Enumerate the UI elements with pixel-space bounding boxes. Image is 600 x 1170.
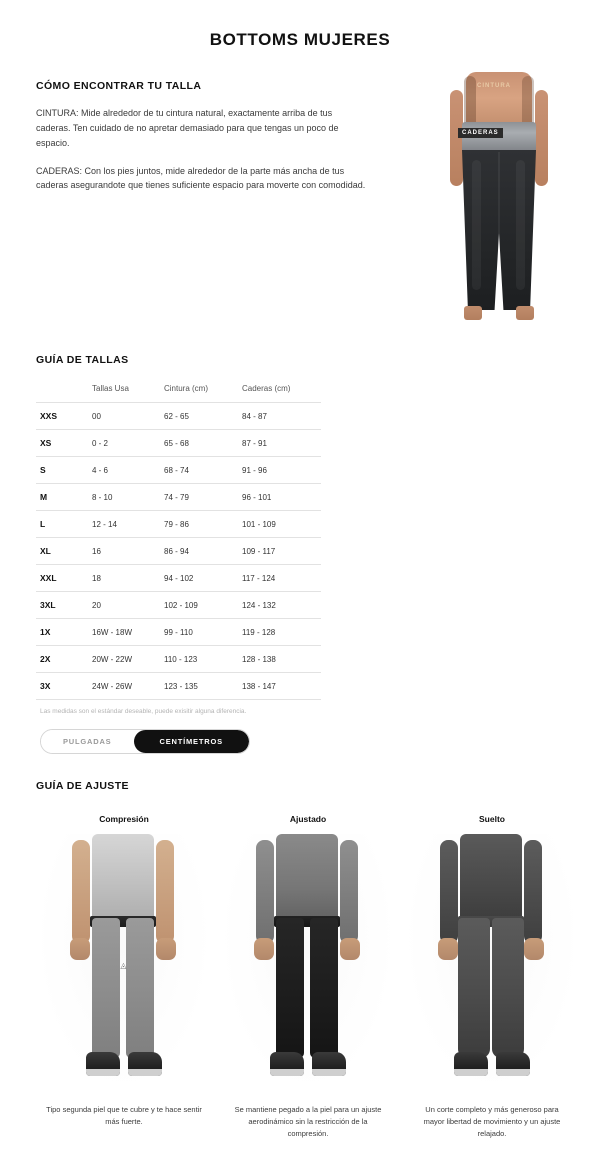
table-row [36, 457, 321, 484]
cell-waist: 86 - 94 [160, 538, 238, 565]
model-leg-left [92, 918, 120, 1058]
model-arm-right [524, 840, 542, 944]
cell-hips: 96 - 101 [238, 484, 321, 511]
how-to-text [0, 68, 400, 206]
hips-label: CADERAS [458, 128, 503, 138]
cell-usa: 20W - 22W [88, 646, 160, 673]
cell-waist: 102 - 109 [160, 592, 238, 619]
cell-hips: 84 - 87 [238, 403, 321, 430]
cell-waist: 74 - 79 [160, 484, 238, 511]
fit-image-compression [36, 834, 212, 1092]
figure-tights-seam [498, 152, 500, 302]
figure-torso-shadow-left [464, 76, 476, 128]
cell-usa: 16W - 18W [88, 619, 160, 646]
cell-size: XS [36, 430, 88, 457]
unit-toggle-inches[interactable]: PULGADAS [41, 730, 134, 753]
table-row [36, 511, 321, 538]
size-guide-heading: GUÍA DE TALLAS [36, 354, 129, 366]
model-arm-right [340, 840, 358, 944]
model-legs [458, 918, 524, 1058]
cell-usa: 00 [88, 403, 160, 430]
cell-hips: 91 - 96 [238, 457, 321, 484]
cell-hips: 101 - 109 [238, 511, 321, 538]
fit-image-fitted [220, 834, 396, 1092]
model-hand-right [156, 938, 176, 960]
how-to-paragraph-hips: CADERAS: Con los pies juntos, mide alrededor de la parte más ancha de tus caderas asegurandote que tienes suficiente espacio para moverte con comodidad. [36, 165, 366, 191]
model-torso [92, 834, 154, 926]
cell-size: XXL [36, 565, 88, 592]
cell-usa: 24W - 26W [88, 673, 160, 700]
cell-size: 2X [36, 646, 88, 673]
page-title: BOTTOMS MUJERES [209, 30, 391, 49]
model-arm-left [256, 840, 274, 944]
cell-size: 3XL [36, 592, 88, 619]
model-shoe-left [270, 1052, 304, 1076]
column-header-hips: Caderas (cm) [238, 380, 321, 403]
figure-torso-shadow-right [522, 76, 534, 128]
cell-hips: 119 - 128 [238, 619, 321, 646]
unit-toggle[interactable] [40, 729, 250, 754]
cell-usa: 18 [88, 565, 160, 592]
brand-logo-icon: ◬ [120, 961, 127, 970]
figure-arm-right [535, 90, 548, 186]
cell-size: S [36, 457, 88, 484]
shoe-sole [128, 1069, 162, 1076]
fit-caption: Un corte completo y más generoso para mayor libertad de movimiento y un ajuste relajado. [423, 1105, 561, 1138]
figure-highlight-right [516, 160, 525, 290]
cell-size: 3X [36, 673, 88, 700]
size-table [36, 380, 321, 700]
cell-hips: 138 - 147 [238, 673, 321, 700]
table-row [36, 484, 321, 511]
column-header-size [36, 380, 88, 403]
model-hand-right [340, 938, 360, 960]
cell-hips: 117 - 124 [238, 565, 321, 592]
cell-hips: 124 - 132 [238, 592, 321, 619]
model-leg-right [492, 918, 524, 1058]
model-torso [460, 834, 522, 926]
shoe-sole [454, 1069, 488, 1076]
cell-size: M [36, 484, 88, 511]
table-row [36, 403, 321, 430]
figure-ankle-right [516, 306, 534, 320]
cell-waist: 68 - 74 [160, 457, 238, 484]
cell-usa: 12 - 14 [88, 511, 160, 538]
cell-waist: 79 - 86 [160, 511, 238, 538]
cell-usa: 0 - 2 [88, 430, 160, 457]
measurement-figure [436, 72, 564, 332]
table-row [36, 565, 321, 592]
fit-guide-item-loose [404, 814, 580, 1140]
shoe-sole [270, 1069, 304, 1076]
fit-title: Suelto [479, 814, 505, 824]
how-to-paragraph-waist: CINTURA: Mide alrededor de tu cintura natural, exactamente arriba de tus caderas. Ten cuidado de no apretar demasiado para que tengas un poco de espacio. [36, 108, 339, 148]
model-hand-left [438, 938, 458, 960]
fit-guide-section [0, 754, 600, 1170]
model-leg-right [310, 918, 338, 1058]
model-legs [90, 918, 156, 1058]
table-row [36, 538, 321, 565]
how-to-section [0, 68, 600, 332]
cell-waist: 123 - 135 [160, 673, 238, 700]
fit-guide-item-fitted [220, 814, 396, 1140]
cell-waist: 62 - 65 [160, 403, 238, 430]
fit-guide-heading: GUÍA DE AJUSTE [36, 780, 129, 792]
cell-waist: 65 - 68 [160, 430, 238, 457]
model-leg-left [276, 918, 304, 1058]
cell-size: L [36, 511, 88, 538]
table-row [36, 646, 321, 673]
model-arm-right [156, 840, 174, 944]
measurement-figure-wrapper [400, 68, 600, 332]
how-to-heading: CÓMO ENCONTRAR TU TALLA [36, 80, 202, 92]
fit-guide-item-compression [36, 814, 212, 1140]
model-leg-right [126, 918, 154, 1058]
cell-usa: 4 - 6 [88, 457, 160, 484]
fit-guide-row [36, 814, 564, 1140]
cell-usa: 20 [88, 592, 160, 619]
model-torso [276, 834, 338, 926]
cell-hips: 87 - 91 [238, 430, 321, 457]
cell-waist: 99 - 110 [160, 619, 238, 646]
cell-size: XL [36, 538, 88, 565]
model-hand-right [524, 938, 544, 960]
cell-hips: 109 - 117 [238, 538, 321, 565]
model-leg-left [458, 918, 490, 1058]
model-hand-left [70, 938, 90, 960]
cell-waist: 94 - 102 [160, 565, 238, 592]
table-row [36, 430, 321, 457]
cell-hips: 128 - 138 [238, 646, 321, 673]
cell-usa: 16 [88, 538, 160, 565]
figure-highlight-left [472, 160, 481, 290]
column-header-waist: Cintura (cm) [160, 380, 238, 403]
table-row [36, 673, 321, 700]
shoe-sole [312, 1069, 346, 1076]
unit-toggle-centimeters[interactable]: CENTÍMETROS [134, 730, 249, 753]
fit-title: Compresión [99, 814, 149, 824]
fit-caption: Tipo segunda piel que te cubre y te hace sentir más fuerte. [46, 1105, 202, 1126]
table-header-row [36, 380, 321, 403]
model-arm-left [72, 840, 90, 944]
model-shoe-left [86, 1052, 120, 1076]
table-row [36, 619, 321, 646]
model-shoe-left [454, 1052, 488, 1076]
cell-size: XXS [36, 403, 88, 430]
size-guide-section [0, 332, 600, 754]
table-row [36, 592, 321, 619]
figure-ankle-left [464, 306, 482, 320]
shoe-sole [86, 1069, 120, 1076]
cell-size: 1X [36, 619, 88, 646]
cell-waist: 110 - 123 [160, 646, 238, 673]
model-shoe-right [128, 1052, 162, 1076]
fit-caption: Se mantiene pegado a la piel para un ajuste aerodinámico sin la restricción de la compresión. [234, 1105, 382, 1138]
model-arm-left [440, 840, 458, 944]
model-hand-left [254, 938, 274, 960]
waist-label: CINTURA [477, 83, 511, 89]
column-header-usa: Tallas Usa [88, 380, 160, 403]
fit-image-loose [404, 834, 580, 1092]
shoe-sole [496, 1069, 530, 1076]
fit-title: Ajustado [289, 814, 327, 824]
measurement-disclaimer: Las medidas son el estándar deseable, puede exisitir alguna diferencia. [40, 708, 247, 715]
model-legs [274, 918, 340, 1058]
cell-usa: 8 - 10 [88, 484, 160, 511]
model-shoe-right [312, 1052, 346, 1076]
model-shoe-right [496, 1052, 530, 1076]
